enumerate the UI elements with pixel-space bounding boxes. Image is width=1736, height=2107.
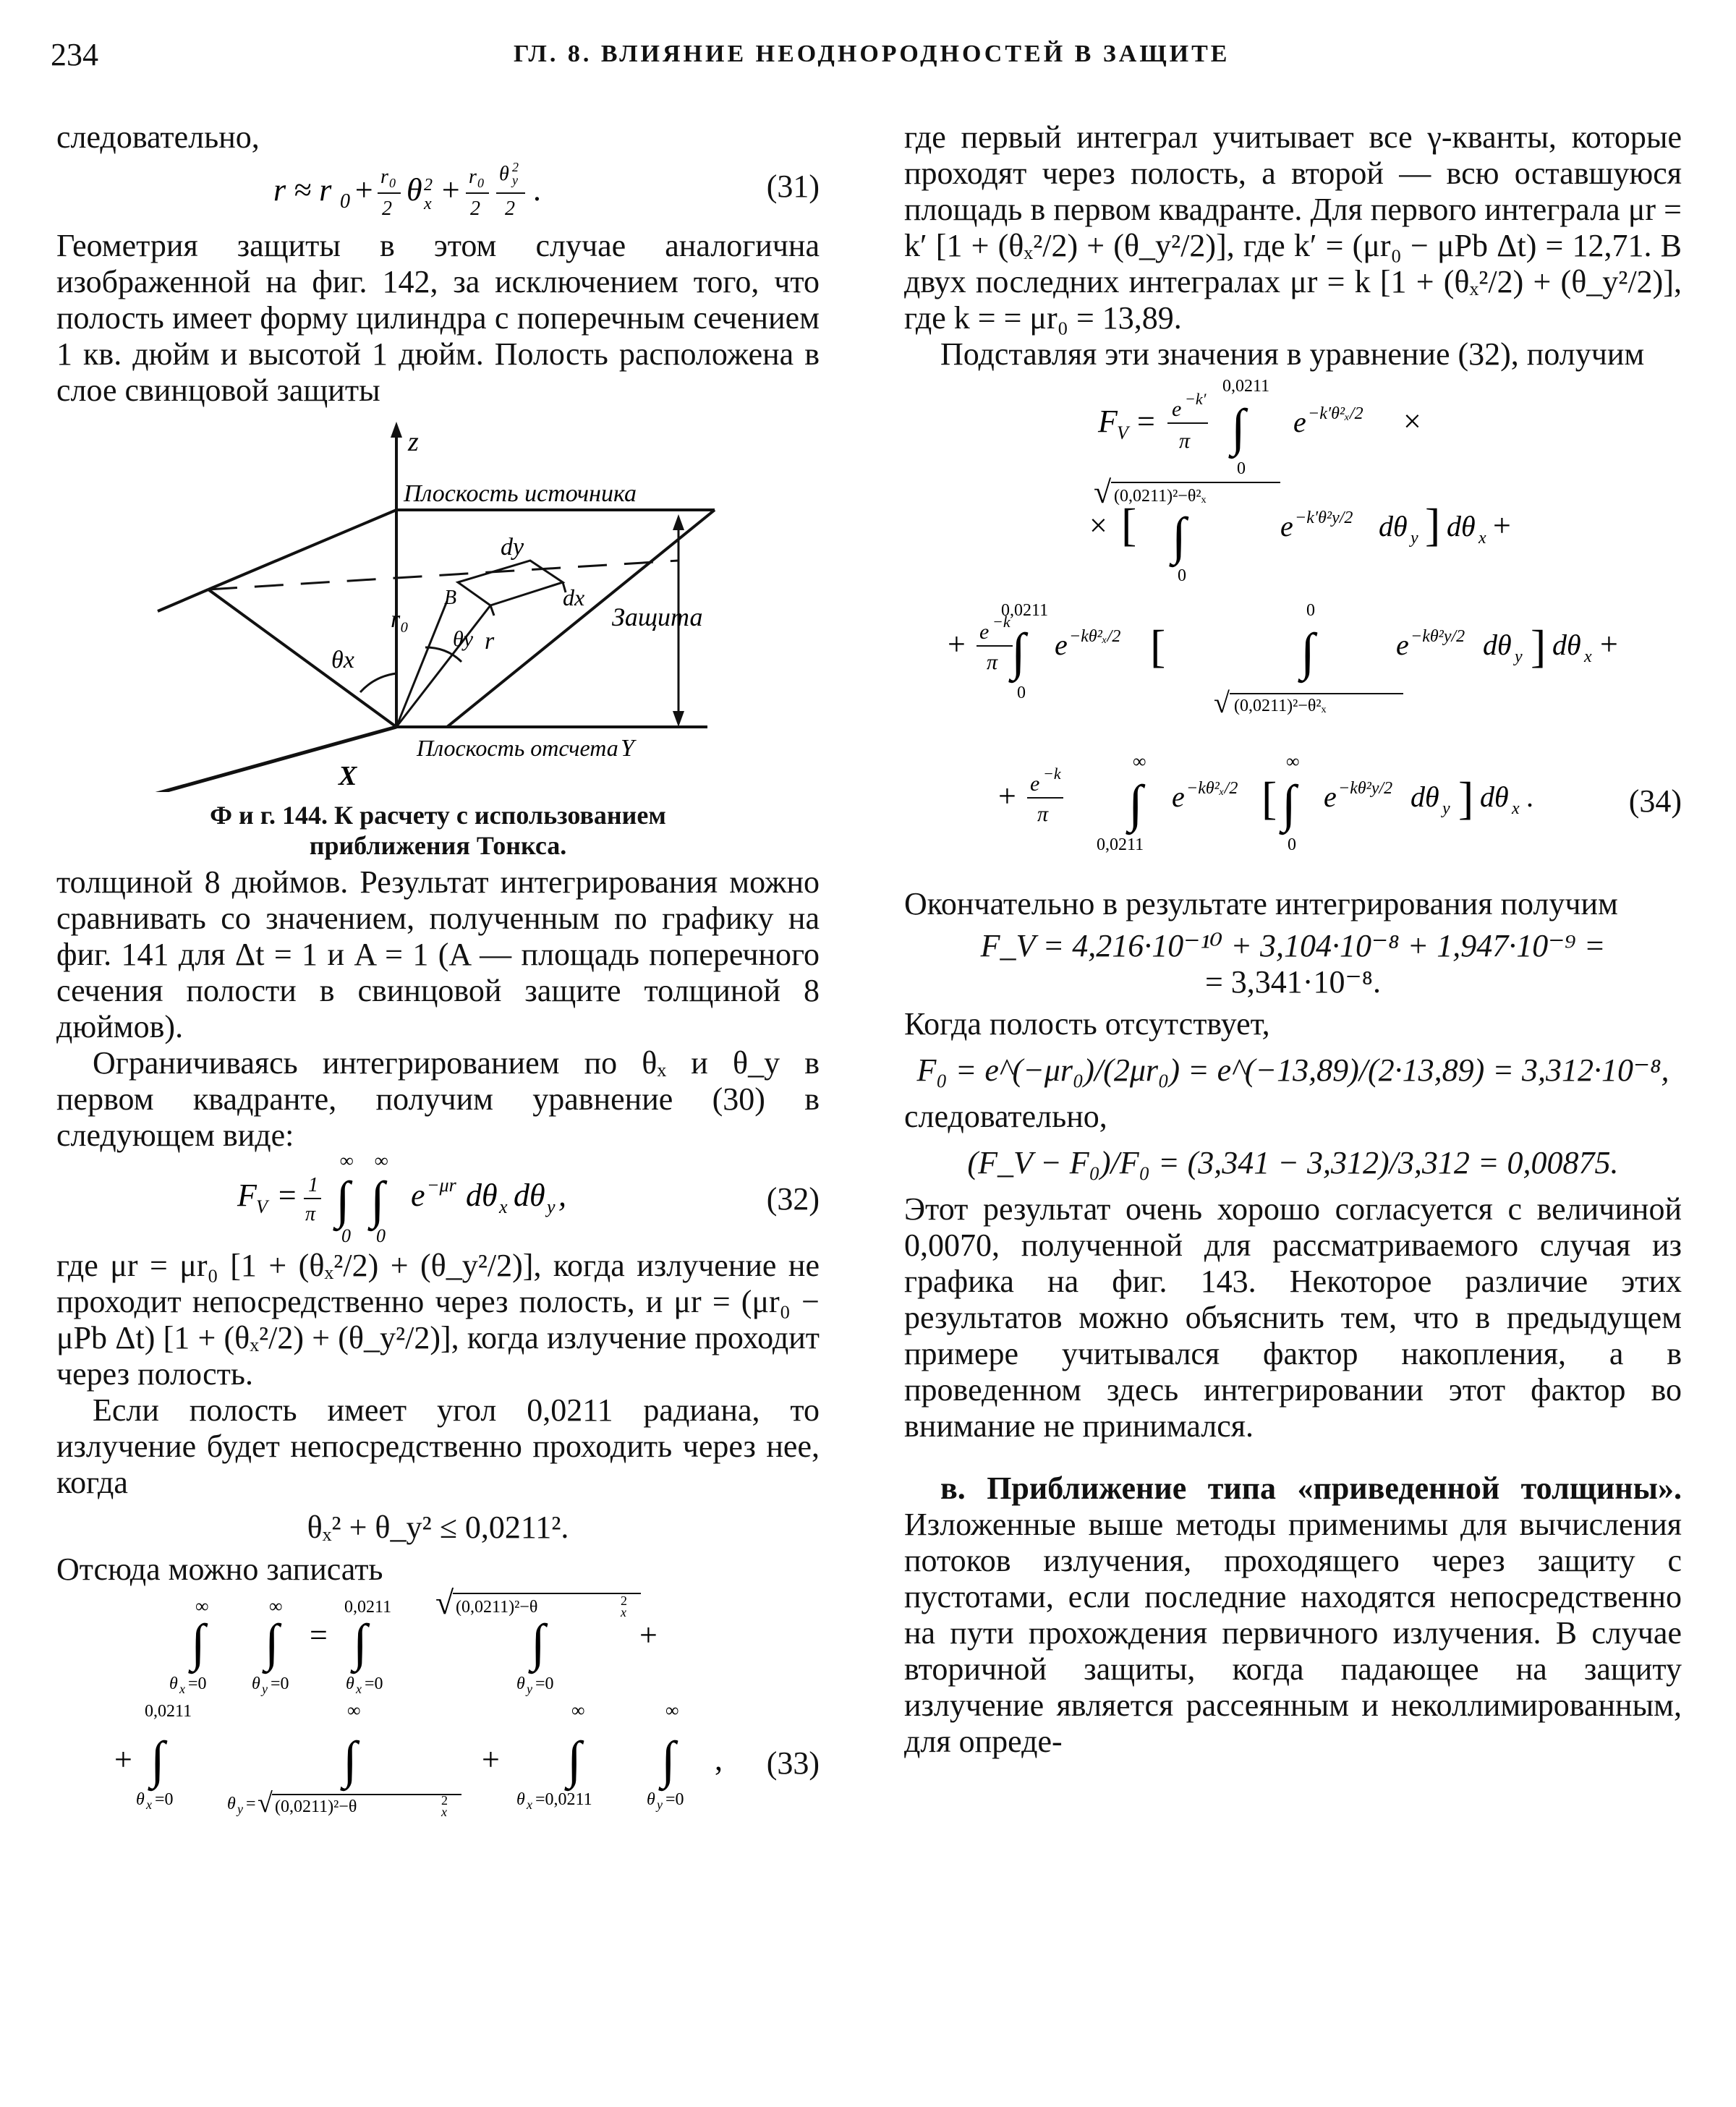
left-p3: толщиной 8 дюймов. Результат интегрирования можно сравнивать со значением, полученным по графику на фиг. 141 для Δt = 1 и A = 1 (A — площадь поперечного сечения полости в свинцовой защите толщиной 8 дюймов). [56, 864, 820, 1044]
eq31-svg [56, 156, 820, 221]
right-p1: где первый интеграл учитывает все γ-кванты, которые проходят через полость, а второй — всю оставшуюся площадь в первом квадранте. Для первого интеграла μr = k′ [1 + (θₓ²/2) + (θ_y²/2)], где k′ = (μr₀ − μPb Δt) = 12,71. В двух последних интегралах μr = k [1 + (θₓ²/2) + (θ_y²/2)], где k = = μr₀ = 13,89. [904, 119, 1682, 336]
svg-text:−kθ²ₓ/2: −kθ²ₓ/2 [1069, 627, 1121, 646]
y-axis-label: Y [621, 735, 634, 762]
svg-text:dθ: dθ [514, 1178, 545, 1213]
section-title: в. Приближение типа «приведенной толщины». [940, 1470, 1682, 1506]
right-p2: Подставляя эти значения в уравнение (32), получим [940, 336, 1645, 372]
right-column [904, 119, 1682, 1760]
dy-label: dy [501, 534, 524, 561]
svg-text:−k: −k [1043, 765, 1061, 783]
svg-text:∞: ∞ [347, 1700, 361, 1721]
svg-text:+: + [440, 172, 461, 208]
svg-text:∫: ∫ [343, 1731, 357, 1789]
b-label: B [444, 587, 457, 609]
eq34-number: (34) [1628, 783, 1682, 819]
right-p3: Окончательно в результате интегрирования получим [904, 886, 1618, 921]
svg-text:0: 0 [477, 176, 484, 190]
eq31 [56, 156, 820, 221]
running-head: ГЛ. 8. ВЛИЯНИЕ НЕОДНОРОДНОСТЕЙ В ЗАЩИТЕ [514, 41, 1230, 67]
svg-text:−kθ²y/2: −kθ²y/2 [1338, 779, 1393, 798]
shield-label: Защита [612, 603, 703, 631]
svg-text:θ: θ [407, 172, 422, 208]
figure-caption-line1: Ф и г. 144. К расчету с использованием [210, 801, 666, 830]
svg-text:=: = [276, 1178, 298, 1213]
svg-text:∞: ∞ [1133, 751, 1146, 772]
svg-text:−kθ²ₓ/2: −kθ²ₓ/2 [1186, 779, 1238, 798]
svg-text:2: 2 [382, 197, 392, 220]
svg-text:∞: ∞ [571, 1700, 585, 1721]
svg-text:∫: ∫ [1011, 623, 1026, 681]
figure-caption-line2: приближения Тонкса. [309, 831, 567, 860]
svg-text:θ: θ [227, 1795, 236, 1813]
svg-text:∫: ∫ [531, 1614, 545, 1672]
x-axis-label: X [339, 761, 357, 791]
svg-text:π: π [1179, 429, 1191, 453]
svg-text:dθ: dθ [1379, 510, 1408, 542]
svg-text:∫: ∫ [265, 1614, 279, 1672]
eq32-number: (32) [766, 1181, 820, 1217]
svg-text:[: [ [1150, 621, 1166, 672]
svg-text:2: 2 [424, 176, 433, 195]
svg-text:e: e [1324, 780, 1337, 813]
svg-text:θ: θ [516, 1790, 525, 1809]
svg-text:0: 0 [340, 190, 350, 213]
svg-text:dθ: dθ [1552, 629, 1581, 661]
svg-text:0,0211: 0,0211 [1001, 601, 1049, 620]
svg-text:e: e [1030, 772, 1040, 796]
svg-text:0,0211: 0,0211 [1222, 377, 1270, 396]
svg-text:e: e [1055, 629, 1068, 661]
svg-text:0: 0 [389, 176, 396, 190]
svg-text:∞: ∞ [340, 1154, 354, 1171]
svg-text:dθ: dθ [1483, 629, 1512, 661]
eq33-svg [56, 1588, 820, 1819]
svg-text:=: = [310, 1617, 328, 1653]
svg-text:=0,0211: =0,0211 [535, 1790, 592, 1809]
svg-text:=0: =0 [271, 1674, 289, 1693]
svg-text:]: ] [1531, 621, 1546, 672]
left-p4: Ограничиваясь интегрированием по θₓ и θ_y в первом квадранте, получим уравнение (30) в следующем виде: [56, 1045, 820, 1153]
svg-text:e: e [979, 620, 990, 644]
figure-144-drawing [56, 416, 820, 792]
svg-text:θ: θ [647, 1790, 655, 1809]
svg-text:0: 0 [1288, 835, 1296, 854]
right-p4: Когда полость отсутствует, [904, 1006, 1270, 1042]
source-plane-label: Плоскость источника [404, 480, 637, 507]
page-number: 234 [51, 37, 98, 72]
svg-text:dθ: dθ [1410, 780, 1439, 813]
svg-text:r ≈ r: r ≈ r [273, 172, 332, 208]
z-axis-label: z [408, 427, 419, 457]
svg-text:dθ: dθ [466, 1178, 498, 1213]
svg-text:∫: ∫ [1282, 775, 1296, 833]
svg-text:×: × [1089, 508, 1107, 543]
svg-text:[: [ [1261, 772, 1277, 824]
x-axis [136, 727, 396, 792]
left-column [56, 119, 820, 1819]
svg-text:θ: θ [346, 1674, 354, 1693]
svg-text:=0: =0 [665, 1790, 684, 1809]
svg-text:=: = [246, 1795, 256, 1813]
svg-text:+: + [353, 172, 375, 208]
svg-text:θ: θ [169, 1674, 178, 1693]
svg-text:0: 0 [1178, 566, 1186, 585]
svg-text:√: √ [435, 1588, 454, 1621]
r-label: r [485, 628, 495, 655]
svg-text:θ: θ [252, 1674, 260, 1693]
right-p7 [904, 1470, 1682, 1760]
svg-text:+: + [482, 1742, 500, 1777]
svg-text:+: + [1493, 508, 1511, 543]
svg-text:.: . [1526, 780, 1533, 813]
svg-text:x: x [441, 1805, 447, 1819]
svg-text:∞: ∞ [269, 1596, 283, 1617]
svg-text:−k: −k [992, 613, 1010, 631]
svg-text:θ: θ [499, 163, 509, 185]
eq-condition-text: θₓ² + θ_y² ≤ 0,0211². [307, 1510, 569, 1545]
svg-text:∞: ∞ [195, 1596, 209, 1617]
svg-text:y: y [1442, 799, 1450, 818]
svg-text:x: x [424, 195, 432, 213]
svg-text:y: y [512, 173, 518, 187]
svg-text:∫: ∫ [1128, 775, 1143, 833]
svg-text:x: x [527, 1797, 532, 1812]
svg-text:y: y [262, 1682, 268, 1696]
eq32-svg [56, 1154, 820, 1248]
left-p7: Отсюда можно записать [56, 1551, 383, 1587]
right-p7-text: Изложенные выше методы применимы для вычисления потоков излучения, проходящего через защиту с пустотами, если последние находятся непосредственно на пути прохождения первичного излучения. В случае вторичной защиты, когда падающее на защиту излучение является рассеянным и неколлимированным, для опреде- [904, 1507, 1682, 1759]
svg-text:V: V [1117, 422, 1128, 443]
svg-text:θ: θ [516, 1674, 525, 1693]
svg-text:∞: ∞ [1286, 751, 1300, 772]
svg-text:]: ] [1458, 772, 1474, 824]
svg-text:r: r [380, 166, 388, 188]
svg-text:x: x [1512, 799, 1520, 818]
eq33 [56, 1588, 820, 1819]
svg-text:,: , [715, 1742, 723, 1777]
svg-text:∫: ∫ [336, 1171, 350, 1229]
theta-x-label: θx [331, 647, 354, 673]
svg-text:y: y [1410, 529, 1418, 548]
svg-text:+: + [1600, 626, 1618, 662]
svg-text:y: y [547, 1196, 556, 1217]
svg-text:2: 2 [441, 1793, 448, 1808]
svg-text:×: × [1403, 404, 1421, 439]
right-p6: Этот результат очень хорошо согласуется с величиной 0,0070, полученной для рассматриваемого случая из графика на фиг. 143. Некоторое различие этих результатов можно объяснить тем, что в предыдущем примере учитывался фактор накопления, а в проведенном здесь интегрировании этот фактор во внимание не принимался. [904, 1191, 1682, 1444]
svg-text:e: e [1280, 510, 1293, 542]
svg-text:0,0211: 0,0211 [344, 1598, 392, 1617]
svg-text:π: π [987, 650, 998, 674]
svg-text:0: 0 [341, 1225, 351, 1246]
svg-text:F: F [237, 1178, 257, 1213]
svg-text:+: + [948, 626, 966, 662]
svg-text:∫: ∫ [370, 1171, 385, 1229]
svg-text:2: 2 [512, 160, 519, 174]
eq34-svg [904, 373, 1682, 886]
svg-text:V: V [256, 1196, 268, 1217]
svg-text:+: + [114, 1742, 132, 1777]
svg-text:2: 2 [470, 197, 480, 220]
svg-text:∫: ∫ [191, 1614, 205, 1672]
svg-text:√: √ [258, 1788, 273, 1818]
svg-text:+: + [639, 1617, 658, 1653]
right-result-line1: F_V = 4,216·10⁻¹⁰ + 3,104·10⁻⁸ + 1,947·10⁻⁹ = [980, 928, 1606, 963]
svg-text:.: . [534, 172, 542, 208]
svg-text:x: x [146, 1797, 152, 1812]
svg-text:2: 2 [621, 1593, 627, 1608]
svg-text:θ: θ [136, 1790, 145, 1809]
svg-text:0: 0 [1017, 684, 1026, 702]
svg-text:π: π [305, 1203, 316, 1225]
svg-text:y: y [657, 1797, 663, 1812]
svg-text:0: 0 [1237, 459, 1246, 478]
svg-text:∫: ∫ [1231, 399, 1246, 456]
svg-text:∫: ∫ [1172, 507, 1186, 565]
theta-y-label: θy [453, 627, 474, 651]
svg-text:∫: ∫ [1301, 623, 1315, 681]
svg-text:y: y [237, 1802, 243, 1816]
dx-label: dx [563, 584, 585, 610]
svg-text:=0: =0 [155, 1790, 174, 1809]
svg-text:π: π [1037, 802, 1049, 826]
right-eq-f0: F₀ = e^(−μr₀)/(2μr₀) = e^(−13,89)/(2·13,89) = 3,312·10⁻⁸, [916, 1052, 1669, 1088]
svg-text:e: e [1293, 406, 1306, 438]
svg-text:[: [ [1121, 499, 1137, 550]
svg-text:∫: ∫ [353, 1614, 367, 1672]
svg-text:=0: =0 [188, 1674, 207, 1693]
svg-text:(0,0211)²−θ: (0,0211)²−θ [275, 1797, 357, 1816]
svg-text:y: y [527, 1682, 532, 1696]
eq34 [904, 373, 1682, 886]
svg-text:0: 0 [1306, 601, 1315, 620]
page-header [51, 36, 1678, 80]
svg-text:−kθ²y/2: −kθ²y/2 [1410, 627, 1465, 646]
figure-144 [56, 416, 820, 860]
svg-text:−k′: −k′ [1185, 390, 1207, 408]
svg-text:−k′θ²ₓ/2: −k′θ²ₓ/2 [1308, 404, 1363, 423]
right-p5: следовательно, [904, 1099, 1107, 1134]
svg-text:(0,0211)²−θ²ₓ: (0,0211)²−θ²ₓ [1114, 487, 1207, 506]
svg-text:dθ: dθ [1480, 780, 1509, 813]
svg-text:−μr: −μr [427, 1175, 456, 1196]
svg-text:x: x [621, 1605, 626, 1619]
svg-text:+: + [998, 778, 1016, 814]
svg-text:√: √ [1214, 686, 1230, 719]
left-p6: Если полость имеет угол 0,0211 радиана, то излучение будет непосредственно проходить через нее, когда [56, 1392, 820, 1500]
right-result-line2: = 3,341·10⁻⁸. [1204, 964, 1382, 1000]
svg-text:2: 2 [505, 197, 515, 220]
r0-label: r₀ [391, 606, 409, 633]
svg-text:x: x [1478, 529, 1486, 548]
eq32 [56, 1154, 820, 1248]
eq31-number: (31) [766, 169, 820, 204]
svg-text:∫: ∫ [150, 1731, 165, 1789]
svg-text:(0,0211)²−θ²ₓ: (0,0211)²−θ²ₓ [1234, 697, 1327, 715]
svg-text:dθ: dθ [1447, 510, 1476, 542]
svg-text:∞: ∞ [665, 1700, 679, 1721]
svg-text:=: = [1137, 404, 1155, 439]
eq-condition [56, 1501, 820, 1551]
svg-text:∫: ∫ [661, 1731, 676, 1789]
svg-text:(0,0211)²−θ: (0,0211)²−θ [456, 1598, 538, 1617]
svg-text:e: e [1396, 629, 1409, 661]
left-p1: следовательно, [56, 119, 260, 155]
svg-text:x: x [179, 1682, 185, 1696]
svg-text:x: x [1584, 647, 1592, 666]
svg-text:∫: ∫ [567, 1731, 582, 1789]
svg-text:x: x [356, 1682, 362, 1696]
svg-text:0: 0 [376, 1225, 386, 1246]
svg-text:∞: ∞ [375, 1154, 388, 1171]
svg-text:=0: =0 [365, 1674, 383, 1693]
svg-text:F: F [1098, 404, 1118, 439]
svg-text:,: , [558, 1178, 566, 1213]
left-p5: где μr = μr₀ [1 + (θₓ²/2) + (θ_y²/2)], когда излучение не проходит непосредственно через полость, и μr = (μr₀ − μPb Δt) [1 + (θₓ²/2) + (θ_y²/2)], когда излучение проходит через полость. [56, 1248, 820, 1392]
svg-text:√: √ [1094, 474, 1112, 510]
svg-text:e: e [411, 1178, 425, 1213]
right-eq-ratio: (F_V − F₀)/F₀ = (3,341 − 3,312)/3,312 = 0,00875. [967, 1145, 1619, 1180]
svg-text:−k′θ²y/2: −k′θ²y/2 [1295, 508, 1353, 527]
eq33-number: (33) [766, 1745, 820, 1781]
svg-text:=0: =0 [535, 1674, 554, 1693]
ref-plane-label: Плоскость отсчета [417, 735, 618, 761]
svg-text:y: y [1515, 647, 1523, 666]
svg-text:1: 1 [308, 1174, 318, 1196]
svg-text:x: x [499, 1196, 508, 1217]
svg-text:0,0211: 0,0211 [145, 1702, 192, 1721]
svg-text:]: ] [1425, 499, 1441, 550]
left-p2: Геометрия защиты в этом случае аналогична изображенной на фиг. 142, за исключением того, что полость имеет форму цилиндра с поперечным сечением 1 кв. дюйм и высотой 1 дюйм. Полость расположена в слое свинцовой защиты [56, 228, 820, 408]
svg-text:e: e [1172, 397, 1182, 421]
svg-text:0,0211: 0,0211 [1097, 835, 1144, 854]
svg-text:e: e [1172, 780, 1185, 813]
svg-text:r: r [469, 166, 477, 188]
